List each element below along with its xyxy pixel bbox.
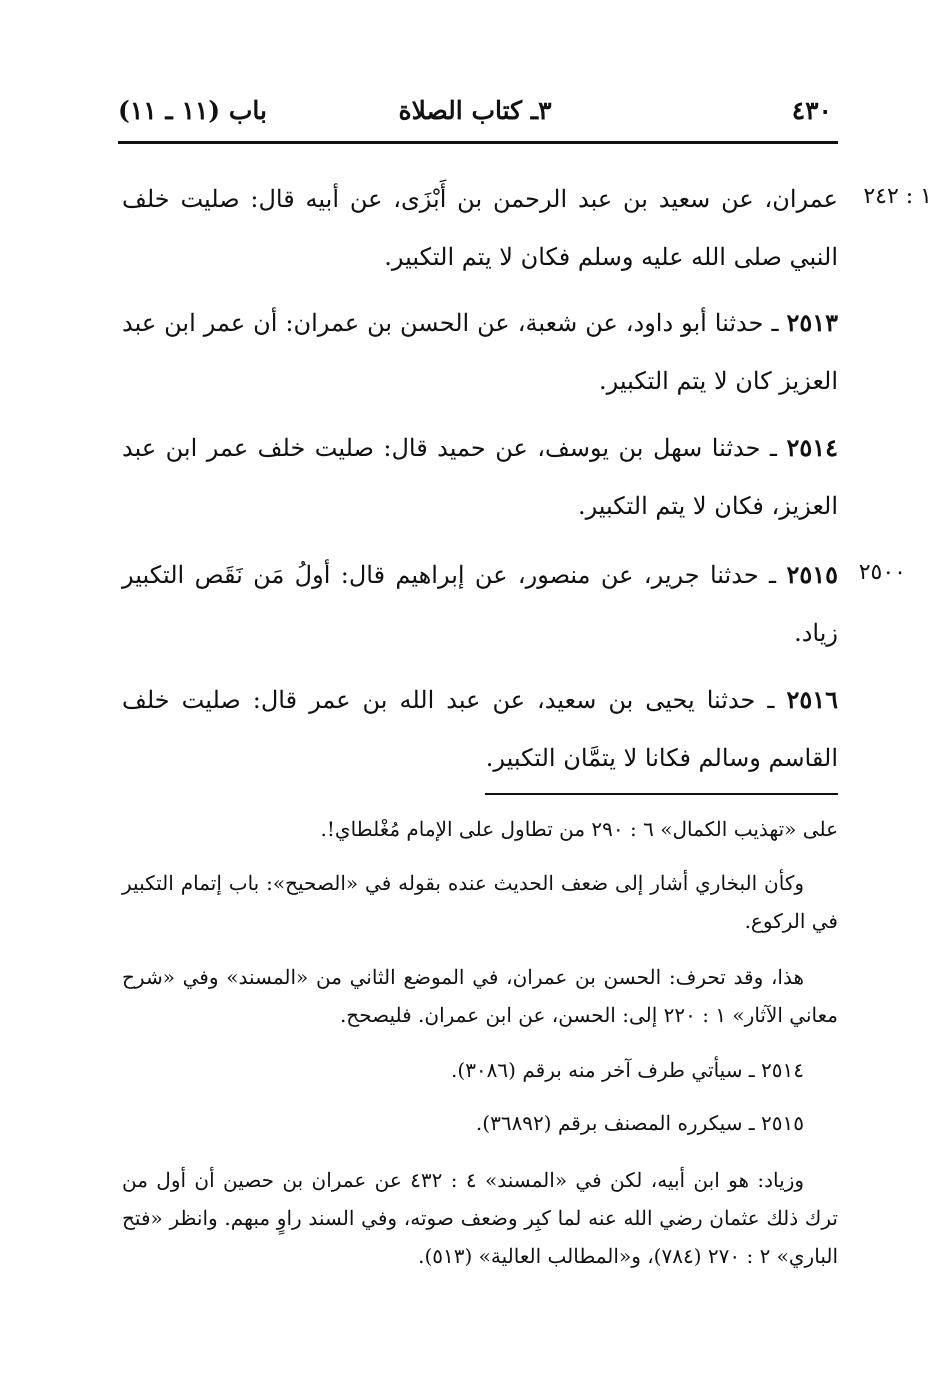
- book-title: ٣ـ كتاب الصلاة: [398, 96, 552, 125]
- hadith-2514: [122, 419, 838, 535]
- footnote: وزياد: هو ابن أبيه، لكن في «المسند» ٤ : ٤٣٢ عن عمران بن حصين أن أول من ترك ذلك عثمان رضي الله عنه لما كبِر وضعف صوته، وفي السند راوٍ مبهم. وانظر «فتح الباري» ٢ : ٢٧٠ (٧٨٤)، و«المطالب العالية» (٥١٣).: [122, 1168, 839, 1268]
- page-number: ٤٣٠: [791, 96, 832, 125]
- hadith-text: ـ حدثنا جرير، عن منصور، عن إبراهيم قال: أولُ مَن نَقَص التكبير زياد.: [122, 561, 838, 647]
- hadith-text: ـ حدثنا أبو داود، عن شعبة، عن الحسن بن عمران: أن عمر ابن عبد العزيز كان لا يتم التكبير.: [122, 309, 838, 395]
- hadith-text: ـ حدثنا يحيى بن سعيد، عن عبد الله بن عمر قال: صليت خلف القاسم وسالم فكانا لا يتمَّان التكبير.: [122, 686, 838, 772]
- hadith-number: ٢٥١٣: [786, 308, 838, 337]
- hadith-text: عمران، عن سعيد بن عبد الرحمن بن أَبْزَى، عن أبيه قال: صليت خلف النبي صلى الله عليه وسلم فكان لا يتم التكبير.: [122, 185, 838, 271]
- margin-reference: ١ : ٢٤٢: [863, 184, 932, 209]
- footnote: هذا، وقد تحرف: الحسن بن عمران، في الموضع الثاني من «المسند» وفي «شرح معاني الآثار» ١ : ٢٢٠ إلى: الحسن، عن ابن عمران. فليصحح.: [122, 965, 838, 1027]
- footnote-rule: [485, 793, 838, 795]
- hadith-number: ٢٥١٥: [786, 560, 838, 589]
- footnote: على «تهذيب الكمال» ٦ : ٢٩٠ من تطاول على الإمام مُغْلطاي!.: [320, 817, 838, 841]
- hadith-number: ٢٥١٤: [786, 433, 838, 462]
- hadith-2516: [122, 671, 838, 787]
- hadith-2513: [122, 294, 838, 410]
- margin-reference: ٢٥٠٠: [858, 560, 906, 585]
- footnote: ٢٥١٥ ـ سيكرره المصنف برقم (٣٦٨٩٢).: [475, 1111, 804, 1135]
- running-header: [118, 96, 832, 136]
- hadith-text: ـ حدثنا سهل بن يوسف، عن حميد قال: صليت خلف عمر ابن عبد العزيز، فكان لا يتم التكبير.: [122, 434, 838, 520]
- chapter-title: باب (١١ ـ ١١): [118, 96, 267, 125]
- hadith-2515: [122, 546, 838, 662]
- header-rule: [118, 141, 838, 144]
- footnote: ٢٥١٤ ـ سيأتي طرف آخر منه برقم (٣٠٨٦).: [451, 1058, 804, 1082]
- hadith-number: ٢٥١٦: [786, 685, 838, 714]
- hadith-paragraph: [122, 170, 838, 286]
- footnote: وكأن البخاري أشار إلى ضعف الحديث عنده بقوله في «الصحيح»: باب إتمام التكبير في الركوع.: [122, 871, 838, 933]
